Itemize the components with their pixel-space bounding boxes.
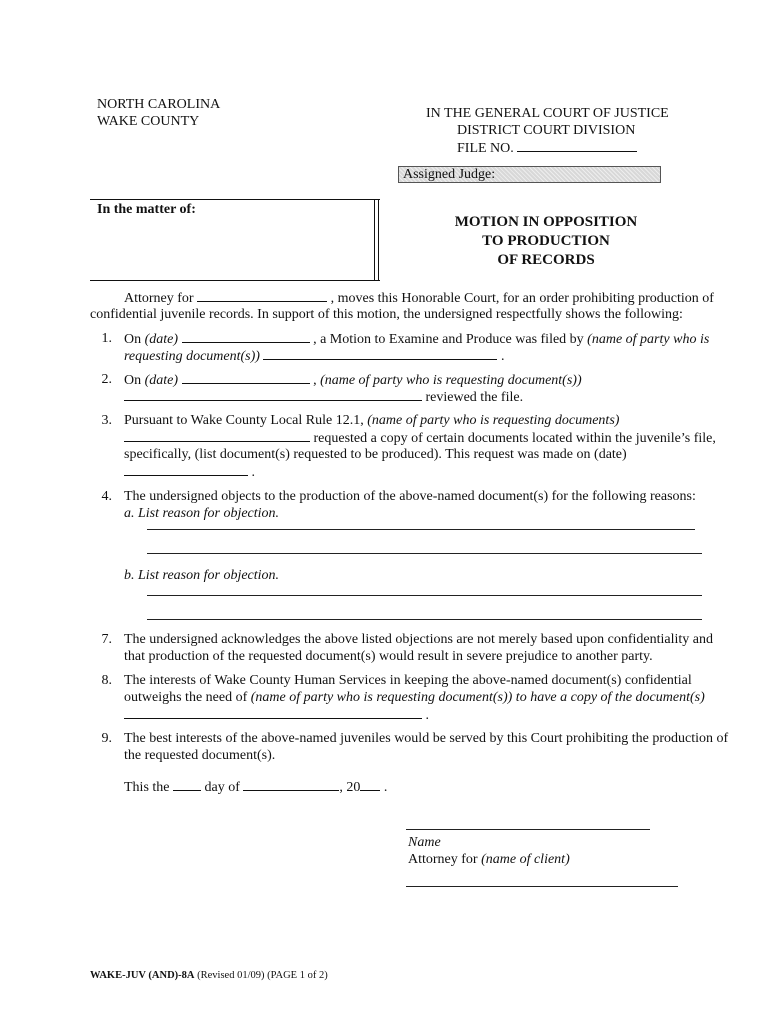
- item-3-text: Pursuant to Wake County Local Rule 12.1,: [124, 413, 364, 428]
- item-2-on: On: [124, 373, 142, 388]
- item-1-line-1: [124, 330, 709, 348]
- revised-date: (Revised 01/09): [197, 970, 265, 981]
- year-prefix: , 20: [339, 780, 361, 795]
- date-line: [124, 778, 387, 796]
- this-the-text: This the: [124, 780, 170, 795]
- form-number: WAKE-JUV (AND)-8A: [90, 970, 195, 981]
- item-2-date-field[interactable]: [182, 371, 310, 384]
- county-label: WAKE COUNTY: [97, 114, 200, 129]
- assigned-judge-field[interactable]: [398, 166, 661, 183]
- item-1-party-field[interactable]: [263, 347, 497, 360]
- item-4-number: 4.: [101, 489, 112, 504]
- item-2-line-2: [124, 388, 523, 406]
- file-no-field[interactable]: [517, 139, 637, 152]
- item-4b-label: b. List reason for objection.: [124, 568, 280, 583]
- item-3-requested: requested a copy of certain documents located within the juvenile’s file,: [313, 431, 716, 446]
- day-of-text: day of: [204, 780, 240, 795]
- title-line-3: OF RECORDS: [497, 252, 595, 268]
- motion-title: [436, 213, 656, 270]
- item-2-number: 2.: [101, 372, 112, 387]
- intro-text: , moves this Honorable Court, for an order prohibiting production of: [330, 291, 714, 306]
- matter-box-border-double: [378, 200, 379, 280]
- item-3-line-1: [124, 412, 619, 429]
- item-3-line-3: specifically, (list document(s) requested to be produced). This request was made on (date): [124, 447, 627, 462]
- item-2-comma: ,: [313, 373, 317, 388]
- item-7-line-1: The undersigned acknowledges the above listed objections are not merely based upon confidentiality and: [124, 632, 713, 647]
- item-9-number: 9.: [101, 731, 112, 746]
- item-1-end: .: [500, 349, 505, 364]
- intro-line-2: confidential juvenile records. In support of this motion, the undersigned respectfully shows the following:: [90, 307, 683, 322]
- date-end: .: [383, 780, 388, 795]
- item-3-party-hint: (name of party who is requesting documents): [367, 413, 620, 428]
- item-7-number: 7.: [101, 632, 112, 647]
- client-hint: (name of client): [481, 852, 570, 867]
- state-label: NORTH CAROLINA: [97, 97, 221, 112]
- item-2-line-1: [124, 371, 582, 389]
- item-3-line-4: [124, 463, 255, 481]
- reason-b-line-2[interactable]: [147, 619, 702, 620]
- page-number: (PAGE 1 of 2): [267, 970, 328, 981]
- item-8-line-1: The interests of Wake County Human Services in keeping the above-named document(s) confidential: [124, 673, 692, 688]
- item-4a-label: a. List reason for objection.: [124, 506, 280, 521]
- year-field[interactable]: [360, 778, 380, 791]
- division-label: DISTRICT COURT DIVISION: [457, 123, 636, 138]
- day-field[interactable]: [173, 778, 201, 791]
- item-8-line-2: [124, 689, 705, 706]
- item-8-line-3: [124, 706, 429, 724]
- item-2-date-hint: (date): [144, 373, 179, 388]
- item-1-party-hint: (name of party who is: [587, 332, 710, 347]
- item-1-text: , a Motion to Examine and Produce was filed by: [313, 332, 584, 347]
- item-9-line-1: The best interests of the above-named juveniles would be served by this Court prohibiting the production of: [124, 731, 729, 746]
- item-4-text: The undersigned objects to the production of the above-named document(s) for the following reasons:: [124, 489, 696, 504]
- item-8-text: outweighs the need of: [124, 690, 248, 705]
- item-8-end: .: [425, 708, 429, 723]
- item-3-party-field[interactable]: [124, 429, 310, 442]
- item-1-date-hint: (date): [144, 332, 179, 347]
- item-1-on: On: [124, 332, 142, 347]
- item-3-number: 3.: [101, 413, 112, 428]
- item-7-line-2: that production of the requested document(s) would result in severe prejudice to another party.: [124, 649, 653, 664]
- item-1-number: 1.: [101, 331, 112, 346]
- item-1-date-field[interactable]: [182, 330, 310, 343]
- matter-label: In the matter of:: [97, 202, 196, 217]
- form-footer: [90, 967, 328, 984]
- file-no-row: [457, 139, 637, 157]
- item-3-date-field[interactable]: [124, 463, 248, 476]
- matter-field[interactable]: [96, 220, 378, 276]
- item-2-party-field[interactable]: [124, 388, 422, 401]
- item-2-party-hint: (name of party who is requesting document(s)): [320, 373, 582, 388]
- title-line-1: MOTION IN OPPOSITION: [454, 214, 638, 230]
- reason-a-line-1[interactable]: [147, 529, 695, 530]
- item-8-party-field[interactable]: [124, 706, 422, 719]
- item-3-line-2: [124, 429, 716, 447]
- file-no-label: FILE NO.: [457, 141, 514, 156]
- item-1-line-2: [124, 347, 504, 365]
- reason-a-line-2[interactable]: [147, 553, 702, 554]
- signature-name-label: Name: [408, 835, 441, 850]
- court-label: IN THE GENERAL COURT OF JUSTICE: [426, 106, 669, 121]
- signature-line[interactable]: [406, 829, 650, 830]
- signature-attorney-for: [408, 851, 570, 868]
- attorney-for-text: Attorney for: [124, 291, 194, 306]
- attorney-for-label: Attorney for: [408, 852, 478, 867]
- attorney-for-field[interactable]: [197, 289, 327, 302]
- item-9-line-2: the requested document(s).: [124, 748, 276, 763]
- assigned-judge-label: Assigned Judge:: [403, 167, 496, 182]
- item-8-number: 8.: [101, 673, 112, 688]
- item-2-reviewed: reviewed the file.: [425, 390, 524, 405]
- title-line-2: TO PRODUCTION: [482, 233, 610, 249]
- item-3-end: .: [251, 465, 255, 480]
- item-8-party-hint: (name of party who is requesting document(s)) to have a copy of the document(s): [250, 690, 705, 705]
- item-1-party-hint-2: requesting document(s)): [124, 349, 260, 364]
- client-name-line[interactable]: [406, 886, 678, 887]
- month-field[interactable]: [243, 778, 339, 791]
- intro-line-1: [124, 289, 714, 307]
- reason-b-line-1[interactable]: [147, 595, 702, 596]
